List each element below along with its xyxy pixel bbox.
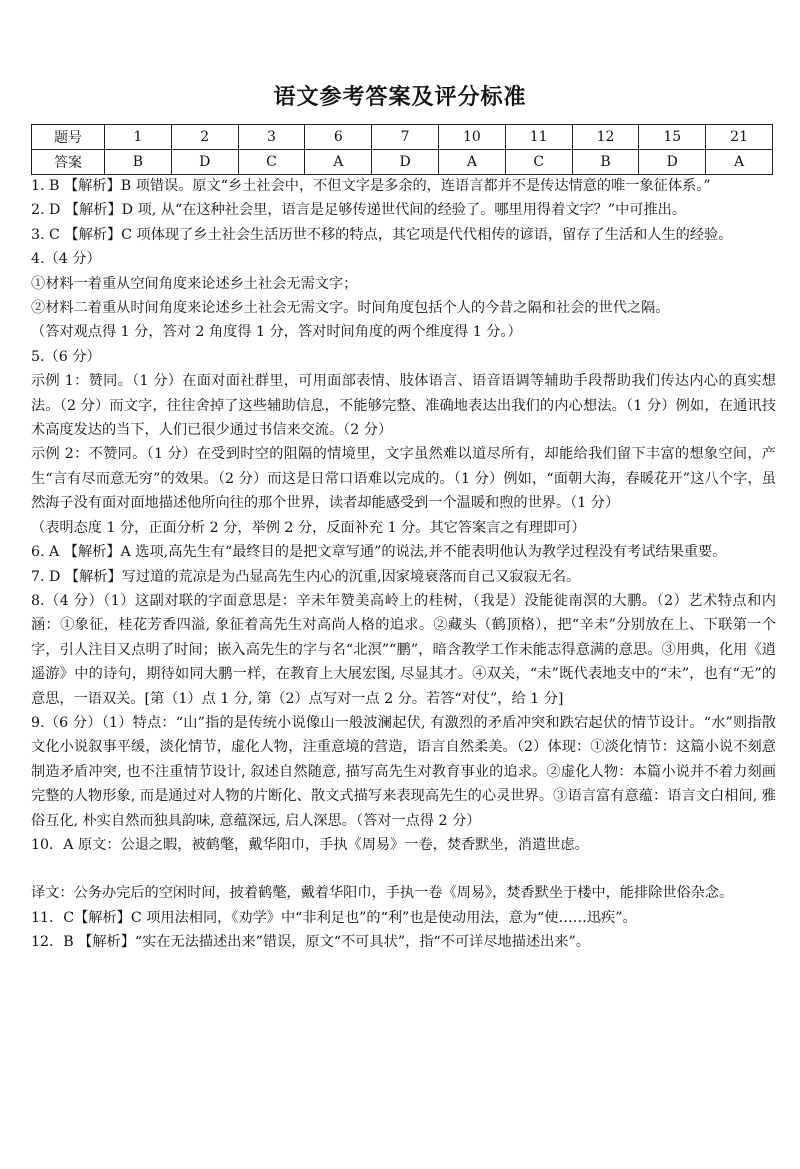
answer-cell: B [105, 150, 172, 175]
answer-cell: A [438, 150, 505, 175]
explanation-q12: 12．B 【解析】“实在无法描述出来”错误，原文“不可具状”，指“不可详尽地描述出来”。 [31, 934, 590, 951]
q5-scoring: （表明态度 1 分，正面分析 2 分，举例 2 分，反面补充 1 分。其它答案言之有理即可） [31, 519, 586, 536]
explanation-q10: 10．A 原文：公退之暇，被鹤氅，戴华阳巾，手执《周易》一卷，焚香默坐，消遣世虑。 [31, 836, 589, 853]
answer-cell: D [639, 150, 706, 175]
explanation-q9: 9.（6 分）（1）特点：“山”指的是传统小说像山一般波澜起伏, 有激烈的矛盾冲突和跌宕起伏的情节设计。“水”则指散文化小说叙事平缓，淡化情节，虚化人物，注重意境的营造，语言自然柔美。（2）体现：①淡化情节：这篇小说不刻意制造矛盾冲突, 也不注重情节设计, 叙述自然随意, 描写高先生对教育事业的追求。②虚化人物：本篇小说并不着力刻画完整的人物形象, 而是通过对人物的片断化、散文式描写来表现高先生的心灵世界。③语言富有意蕴：语言文白相间, 雅俗互化, 朴实自然而独具韵味, 意蕴深远, 启人深思。（答对一点得 2 分） [31, 714, 776, 829]
answer-cell: A [305, 150, 372, 175]
q5-heading: 5.（6 分） [31, 348, 101, 365]
explanation-q11: 11．C【解析】C 项用法相同，《劝学》中“非利足也”的“利”也是使动用法，意为“使……迅疾”。 [31, 909, 637, 926]
answer-row [32, 150, 773, 175]
q4-point-2: ②材料二着重从时间角度来论述乡土社会无需文字。时间角度包括个人的今昔之隔和社会的世代之隔。 [31, 300, 670, 317]
q5-example-2: 示例 2：不赞同。（1 分）在受到时空的阻隔的情境里，文字虽然难以道尽所有，却能给我们留下丰富的想象空间，产生“言有尽而意无穷”的效果。（2 分）而这是日常口语难以完成的。（1 分）例如，“面朝大海，春暖花开”这八个字，虽然海子没有面对面地描述他所向往的那个世界，读者却能感受到一个温暖和煦的世界。（1 分） [31, 446, 776, 512]
page-title: 语文参考答案及评分标准 [273, 85, 527, 110]
row-label-answer: 答案 [32, 150, 105, 175]
answer-cell: C [505, 150, 572, 175]
question-number: 10 [438, 125, 505, 150]
answer-explanations [31, 174, 776, 955]
answer-table [31, 124, 773, 175]
q4-heading: 4.（4 分） [31, 251, 101, 268]
question-number: 11 [505, 125, 572, 150]
question-number: 21 [706, 125, 773, 150]
question-number: 2 [171, 125, 238, 150]
answer-cell: D [372, 150, 439, 175]
question-number: 12 [572, 125, 639, 150]
explanation-q7: 7. D 【解析】写过道的荒凉是为凸显高先生内心的沉重,因家境衰落而自己又寂寂无名。 [31, 568, 581, 585]
answer-cell: C [238, 150, 305, 175]
q4-scoring: （答对观点得 1 分，答对 2 角度得 1 分，答对时间角度的两个维度得 1 分。） [31, 324, 522, 341]
question-number: 1 [105, 125, 172, 150]
question-number: 3 [238, 125, 305, 150]
question-number: 15 [639, 125, 706, 150]
question-number: 7 [372, 125, 439, 150]
answer-cell: A [706, 150, 773, 175]
q5-example-1: 示例 1：赞同。（1 分）在面对面社群里，可用面部表情、肢体语言、语音语调等辅助手段帮助我们传达内心的真实想法。（2 分）而文字，往往舍掉了这些辅助信息，不能够完整、准确地表达出我们的内心想法。（1 分）例如，在通讯技术高度发达的当下，人们已很少通过书信来交流。（2 分） [31, 373, 776, 439]
question-number: 6 [305, 125, 372, 150]
q4-point-1: ①材料一着重从空间角度来论述乡土社会无需文字； [31, 275, 358, 292]
question-number-row [32, 125, 773, 150]
row-label-question: 题号 [32, 125, 105, 150]
spacer [31, 857, 776, 881]
explanation-q8: 8.（4 分）（1）这副对联的字面意思是：辛未年赞美高岭上的桂树，（我是）没能徙南溟的大鹏。（2）艺术特点和内涵：①象征，桂花芳香四溢, 象征着高先生对高尚人格的追求。②藏头（鹤顶格），把“辛未”分别放在上、下联第一个字，引人注目又点明了时间；嵌入高先生的字与名“北溟”“鹏”，暗含教学工作未能志得意满的意思。③用典，化用《逍遥游》中的诗句，期待如同大鹏一样，在教育上大展宏图, 尽显其才。④双关，“未”既代表地支中的“未”，也有“无”的意思，一语双关。[第（1）点 1 分, 第（2）点写对一点 2 分。若答“对仗”，给 1 分] [31, 592, 776, 707]
explanation-q1: 1. B 【解析】B 项错误。原文“乡土社会中，不但文字是多余的，连语言都并不是传达情意的唯一象征体系。” [31, 178, 711, 194]
explanation-q3: 3. C 【解析】C 项体现了乡土社会生活历世不移的特点，其它项是代代相传的谚语，留存了生活和人生的经验。 [31, 226, 733, 243]
q10-translation: 译文：公务办完后的空闲时间，披着鹤氅，戴着华阳巾，手执一卷《周易》，焚香默坐于楼中，能排除世俗杂念。 [31, 885, 734, 902]
answer-cell: B [572, 150, 639, 175]
explanation-q6: 6. A 【解析】A 选项,高先生有“最终目的是把文章写通”的说法,并不能表明他认为教学过程没有考试结果重要。 [31, 544, 727, 561]
answer-cell: D [171, 150, 238, 175]
explanation-q2: 2. D 【解析】D 项, 从“在这种社会里，语言是足够传递世代间的经验了。哪里用得着文字？”中可推出。 [31, 202, 687, 219]
